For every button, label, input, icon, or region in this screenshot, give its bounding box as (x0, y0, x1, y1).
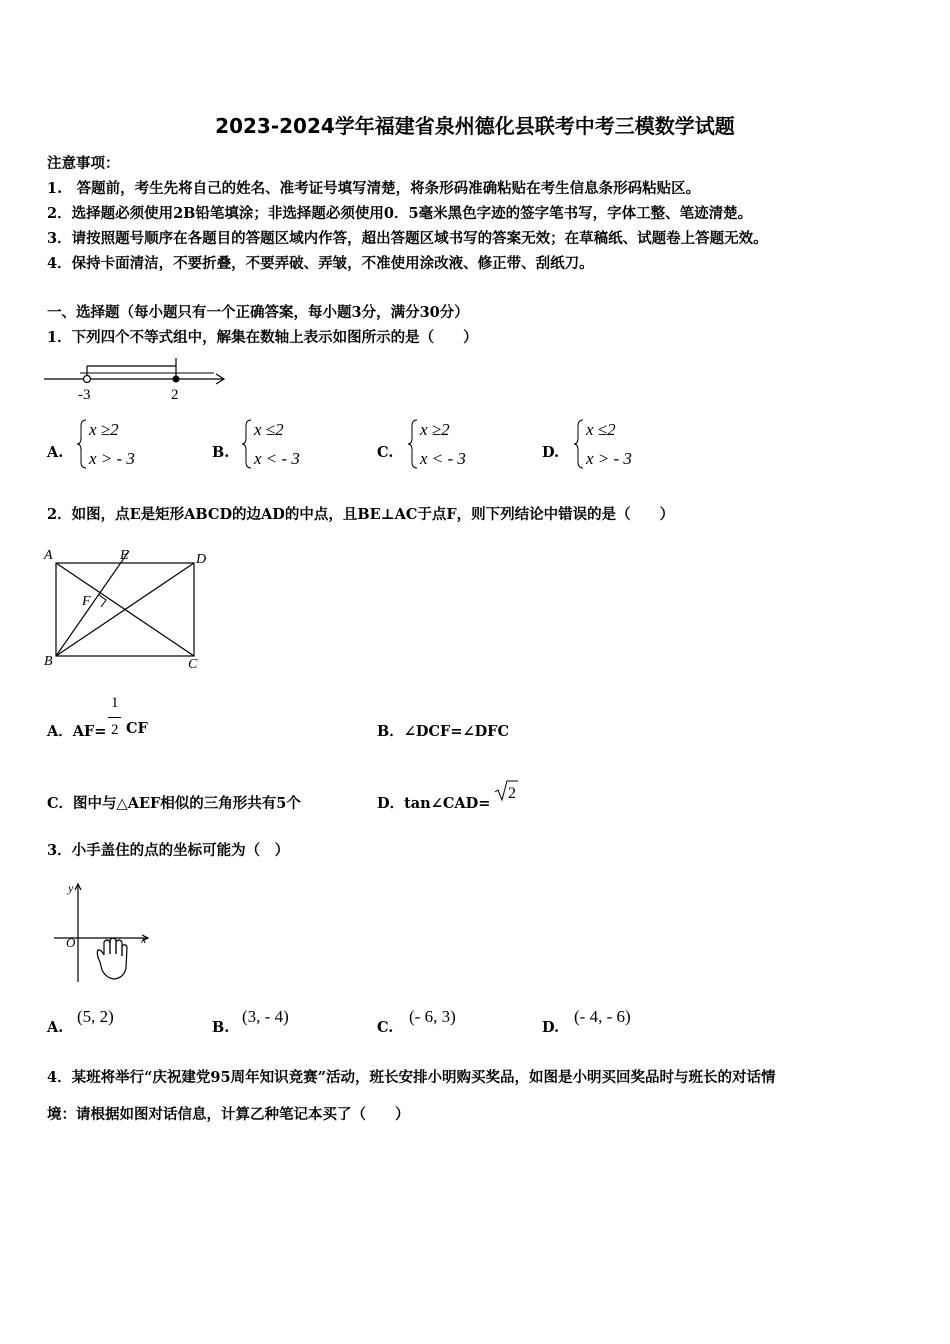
q4-stem-line2: 境：请根据如图对话信息，计算乙种笔记本买了（ ） (47, 1106, 410, 1123)
brace-icon (76, 418, 88, 470)
axis-label-2: 2 (171, 387, 179, 403)
option-a-suffix: CF (126, 720, 148, 737)
hand-icon (97, 938, 127, 979)
sqrt-icon (494, 778, 520, 804)
option-letter: D. (542, 444, 560, 461)
inequality-line1: x ≤2 (254, 420, 284, 439)
point-A: A (44, 548, 53, 563)
coordinate-value: (- 6, 3) (409, 1007, 456, 1026)
coordinate-value: (- 4, - 6) (574, 1007, 631, 1026)
brace-icon (407, 418, 419, 470)
option-letter: A. (47, 1019, 64, 1036)
q4-stem-line1: 4．某班将举行“庆祝建党95周年知识竞赛”活动，班长安排小明购买奖品，如图是小明买回奖品时与班长的对话情 (47, 1069, 776, 1086)
q3-stem: 3．小手盖住的点的坐标可能为（ ） (47, 842, 290, 859)
page-title: 2023-2024学年福建省泉州德化县联考中考三模数学试题 (215, 114, 735, 138)
fraction-numerator: 1 (111, 695, 119, 711)
q2-stem: 2．如图，点E是矩形ABCD的边AD的中点，且BE⊥AC于点F，则下列结论中错误的是（ ） (47, 506, 675, 523)
inequality-line1: x ≤2 (586, 420, 616, 439)
number-line-figure (44, 358, 229, 403)
brace-icon (573, 418, 585, 470)
section-heading: 一、选择题（每小题只有一个正确答案，每小题3分，满分30分） (47, 304, 469, 321)
origin-label: O (66, 935, 76, 950)
coordinate-value: (5, 2) (77, 1007, 114, 1026)
point-D: D (196, 552, 207, 567)
inequality-line2: x > - 3 (586, 449, 632, 468)
fraction-denominator: 2 (111, 722, 119, 738)
option-letter: C. (377, 1019, 394, 1036)
coordinate-figure (44, 880, 154, 990)
notice-item-3: 3．请按照题号顺序在各题目的答题区域内作答，超出答题区域书写的答案无效；在草稿纸、试题卷上答题无效。 (47, 230, 768, 247)
notice-heading: 注意事项： (47, 155, 120, 172)
axis-label-neg3: -3 (78, 387, 91, 403)
rectangle-figure (44, 543, 219, 671)
option-letter: A. (47, 444, 64, 461)
inequality-line1: x ≥2 (89, 420, 119, 439)
point-F: F (82, 594, 91, 609)
option-letter: B. (212, 444, 230, 461)
notice-item-2: 2．选择题必须使用2B铅笔填涂；非选择题必须使用0．5毫米黑色字迹的签字笔书写，字体工整、笔迹清楚。 (47, 205, 753, 222)
fraction-bar (108, 717, 121, 718)
y-axis-label: y (68, 881, 74, 895)
option-d-prefix: D．tan∠CAD= (377, 795, 491, 812)
notice-item-4: 4．保持卡面清洁，不要折叠，不要弄破、弄皱，不准使用涂改液、修正带、刮纸刀。 (47, 255, 594, 272)
brace-icon (241, 418, 253, 470)
q2-option-b[interactable]: B．∠DCF=∠DFC (377, 723, 510, 740)
inequality-line2: x < - 3 (254, 449, 300, 468)
inequality-line2: x < - 3 (420, 449, 466, 468)
option-letter: B. (212, 1019, 230, 1036)
point-C: C (188, 657, 198, 672)
x-axis-label: x (141, 932, 147, 946)
inequality-line1: x ≥2 (420, 420, 450, 439)
q1-stem: 1．下列四个不等式组中，解集在数轴上表示如图所示的是（ ） (47, 329, 478, 346)
point-B: B (44, 654, 53, 669)
point-E: E (120, 548, 129, 563)
notice-item-1: 1. 答题前，考生先将自己的姓名、准考证号填写清楚，将条形码准确粘贴在考生信息条形码粘贴区。 (47, 180, 701, 197)
coordinate-value: (3, - 4) (242, 1007, 289, 1026)
option-a-prefix: A．AF= (47, 723, 107, 740)
inequality-line2: x > - 3 (89, 449, 135, 468)
sqrt-radicand: 2 (508, 785, 516, 802)
q2-option-c[interactable]: C．图中与△AEF相似的三角形共有5个 (47, 795, 301, 812)
option-letter: C. (377, 444, 394, 461)
option-letter: D. (542, 1019, 560, 1036)
